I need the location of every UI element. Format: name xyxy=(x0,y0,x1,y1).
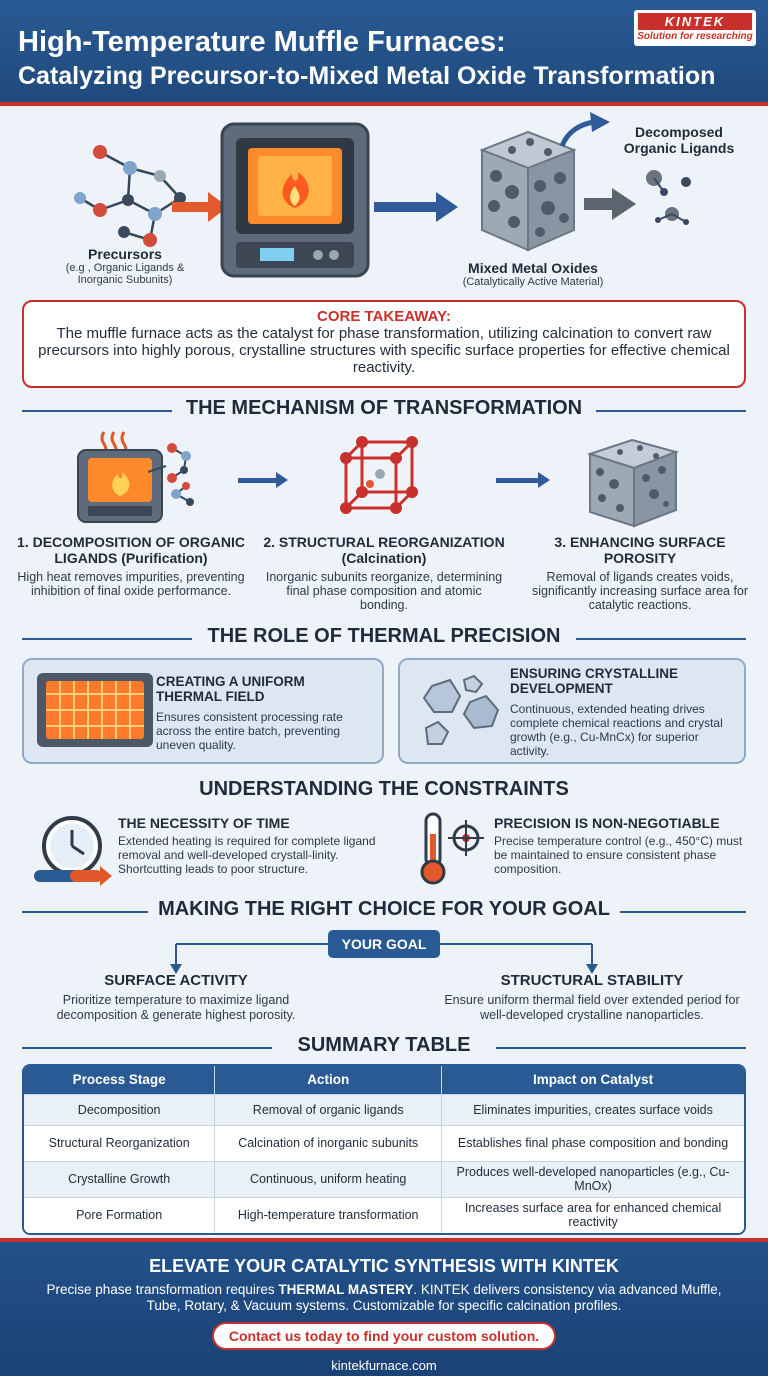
goal-title: SURFACE ACTIVITY xyxy=(104,972,248,989)
arrow-right-icon xyxy=(238,472,288,488)
step-title: 1. DECOMPOSITION OF ORGANIC LIGANDS (Purification) xyxy=(17,534,245,566)
atom-dots xyxy=(74,145,186,247)
footer-desc-bold: THERMAL MASTERY xyxy=(278,1282,414,1297)
heating-grid-icon xyxy=(36,672,154,748)
step-title: 3. ENHANCING SURFACE POROSITY xyxy=(554,534,726,566)
table-cell: Decomposition xyxy=(24,1094,215,1125)
section-summary xyxy=(0,1034,768,1060)
section-divider xyxy=(22,911,152,913)
precursors-label xyxy=(50,246,200,286)
table-cell: Calcination of inorganic subunits xyxy=(215,1125,442,1161)
curved-arrow-icon xyxy=(562,112,610,146)
goal-structural-stability xyxy=(438,972,746,1023)
goal-desc: Prioritize temperature to maximize ligand decomposition & generate highest porosity. xyxy=(56,993,296,1022)
table-cell: Pore Formation xyxy=(24,1197,215,1233)
table-cell: Crystalline Growth xyxy=(24,1161,215,1197)
section-mechanism xyxy=(0,397,768,423)
section-divider xyxy=(616,911,746,913)
table-cell: Removal of organic ligands xyxy=(215,1094,442,1125)
porous-oxide-cube-icon xyxy=(482,132,574,250)
constraint-title: PRECISION IS NON-NEGOTIABLE xyxy=(494,815,720,831)
arrow-right-icon xyxy=(584,188,636,220)
ligand-fragments-icon xyxy=(646,170,691,225)
constraint-desc: Extended heating is required for complete ligand removal and well-developed crystall-linity. Shortcutting leads to poor structure. xyxy=(118,834,376,876)
crystalline-development-card xyxy=(398,658,746,764)
website-link[interactable]: kintekfurnace.com xyxy=(331,1358,437,1373)
table-header: Action xyxy=(215,1066,442,1094)
mechanism-step-1 xyxy=(14,534,248,598)
takeaway-text: The muffle furnace acts as the catalyst for phase transformation, utilizing calcination to convert raw precursors into highly porous, crystalline structures with specific surface properties for effective chemical reactivity. xyxy=(38,325,730,376)
footer-desc xyxy=(30,1282,738,1314)
section-title: THE ROLE OF THERMAL PRECISION xyxy=(198,625,571,647)
card-title: ENSURING CRYSTALLINE DEVELOPMENT xyxy=(510,666,679,696)
uniform-thermal-field-card xyxy=(22,658,384,764)
precursors-sub2: Inorganic Subunits) xyxy=(77,274,173,286)
footer-desc-suffix: . KINTEK delivers consistency via advanced Muffle, Tube, Rotary, & Vacuum systems. Customizable for specific calcination profiles. xyxy=(146,1282,722,1313)
precursors-sub1: (e.g , Organic Ligands & xyxy=(65,262,185,274)
table-cell: High-temperature transformation xyxy=(215,1197,442,1233)
table-header: Process Stage xyxy=(24,1066,215,1094)
section-thermal-precision xyxy=(0,625,768,651)
card-desc: Continuous, extended heating drives complete chemical reactions and crystal growth (e.g., Cu-MnCx) for superior activity. xyxy=(510,702,723,758)
mechanism-illustration xyxy=(0,428,768,528)
step-desc: High heat removes impurities, preventing inhibition of final oxide performance. xyxy=(17,570,245,598)
logo-name: KINTEK xyxy=(638,13,752,30)
page-footer xyxy=(0,1238,768,1376)
arrow-right-icon xyxy=(496,472,550,488)
ligands-label xyxy=(604,124,754,156)
table-cell: Produces well-developed nanoparticles (e.g., Cu-MnOx) xyxy=(442,1161,744,1197)
section-title: MAKING THE RIGHT CHOICE FOR YOUR GOAL xyxy=(148,898,620,920)
summary-table xyxy=(22,1064,746,1235)
table-header: Impact on Catalyst xyxy=(442,1066,744,1094)
section-title: SUMMARY TABLE xyxy=(288,1034,481,1056)
logo-tagline: Solution for researching xyxy=(637,31,753,42)
footer-desc-prefix: Precise phase transformation requires xyxy=(46,1282,279,1297)
table-cell: Eliminates impurities, creates surface voids xyxy=(442,1094,744,1125)
table-cell: Establishes final phase composition and bonding xyxy=(442,1125,744,1161)
oxides-title: Mixed Metal Oxides xyxy=(468,260,598,276)
page-subtitle: Catalyzing Precursor-to-Mixed Metal Oxide Transformation xyxy=(18,62,716,90)
constraint-desc: Precise temperature control (e.g., 450°C) must be maintained to ensure consistent phase composition. xyxy=(494,834,743,876)
card-title: CREATING A UNIFORM THERMAL FIELD xyxy=(156,674,305,704)
section-divider xyxy=(576,638,746,640)
oxides-sub: (Catalytically Active Material) xyxy=(462,276,604,288)
section-divider xyxy=(596,410,746,412)
footer-title: ELEVATE YOUR CATALYTIC SYNTHESIS WITH KINTEK xyxy=(149,1256,619,1276)
section-title: THE MECHANISM OF TRANSFORMATION xyxy=(176,397,592,419)
table-cell: Structural Reorganization xyxy=(24,1125,215,1161)
takeaway-title: CORE TAKEAWAY: xyxy=(317,308,451,325)
ligands-line2: Organic Ligands xyxy=(623,140,735,156)
goal-surface-activity xyxy=(40,972,312,1023)
table-row xyxy=(24,1161,744,1197)
goal-title: STRUCTURAL STABILITY xyxy=(500,972,684,989)
small-furnace-icon xyxy=(78,450,162,522)
step-desc: Inorganic subunits reorganize, determining final phase composition and atomic bonding. xyxy=(265,570,503,612)
crystals-icon xyxy=(412,672,508,752)
ligands-line1: Decomposed xyxy=(635,124,723,140)
table-row xyxy=(24,1094,744,1125)
section-divider xyxy=(22,1047,272,1049)
section-goal xyxy=(0,898,768,924)
section-divider xyxy=(22,638,192,640)
thermometer-icon xyxy=(414,810,486,886)
table-header-row xyxy=(24,1066,744,1094)
mechanism-step-2 xyxy=(262,534,506,612)
table-cell: Continuous, uniform heating xyxy=(215,1161,442,1197)
porous-block-icon xyxy=(590,440,676,526)
goal-desc: Ensure uniform thermal field over extended period for well-developed crystalline nanoparticles. xyxy=(444,993,740,1022)
arrow-right-icon xyxy=(374,192,458,222)
your-goal-pill: YOUR GOAL xyxy=(328,930,440,958)
page-title: High-Temperature Muffle Furnaces: xyxy=(18,26,506,58)
oxides-label xyxy=(428,260,638,288)
constraint-title: THE NECESSITY OF TIME xyxy=(118,815,290,831)
table-row xyxy=(24,1125,744,1161)
section-divider xyxy=(22,410,172,412)
table-cell: Increases surface area for enhanced chemical reactivity xyxy=(442,1197,744,1233)
step-desc: Removal of ligands creates voids, significantly increasing surface area for catalytic reactions. xyxy=(531,570,749,612)
section-constraints xyxy=(0,778,768,804)
contact-cta-button[interactable]: Contact us today to find your custom solution. xyxy=(212,1322,556,1350)
precursors-title: Precursors xyxy=(88,246,162,262)
kintek-logo[interactable] xyxy=(634,10,756,46)
muffle-furnace-icon xyxy=(222,124,368,276)
table-row xyxy=(24,1197,744,1233)
core-takeaway-box xyxy=(22,300,746,388)
section-title: UNDERSTANDING THE CONSTRAINTS xyxy=(189,778,579,800)
step-title: 2. STRUCTURAL REORGANIZATION (Calcination) xyxy=(263,534,505,566)
clock-icon xyxy=(30,814,114,886)
card-desc: Ensures consistent processing rate across the entire batch, preventing uneven quality. xyxy=(156,710,343,752)
page-header xyxy=(0,0,768,106)
section-divider xyxy=(496,1047,746,1049)
mechanism-step-3 xyxy=(524,534,756,612)
